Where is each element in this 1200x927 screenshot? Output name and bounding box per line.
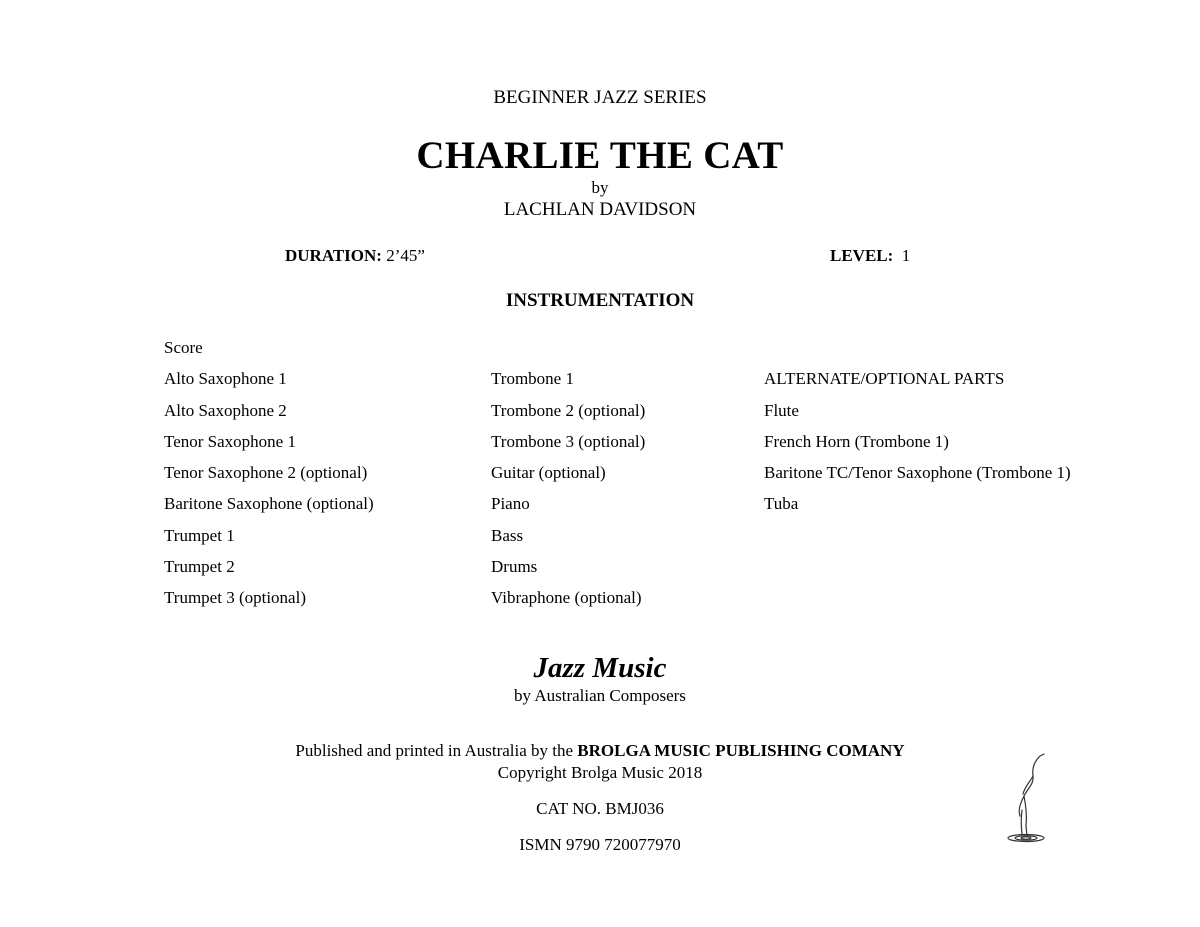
list-item: Trumpet 1 [164,525,235,545]
list-item: Trombone 1 [491,369,574,389]
piece-title: CHARLIE THE CAT [416,134,784,177]
composer-name: LACHLAN DAVIDSON [503,199,697,220]
series-name: BEGINNER JAZZ SERIES [493,87,707,108]
instrument-column-1 [164,337,374,619]
list-item: Trombone 2 (optional) [491,400,646,420]
list-item: Flute [764,400,799,420]
list-item: Drums [491,557,538,577]
publisher-prefix: Published and printed in Australia by the [295,741,574,760]
level [830,246,910,266]
by-label: by [591,178,609,197]
list-item: Bass [491,525,524,545]
list-item: Score [164,338,203,357]
list-item: ALTERNATE/OPTIONAL PARTS [764,369,1005,389]
brand-name: Jazz Music [533,652,667,684]
list-item: Guitar (optional) [491,463,606,483]
list-item: Baritone TC/Tenor Saxophone (Trombone 1) [764,463,1071,483]
brolga-bird-icon [1000,752,1052,852]
catalog-number: CAT NO. BMJ036 [536,799,664,818]
list-item: Tuba [764,494,799,514]
instrument-column-2 [491,368,645,618]
list-item: Baritone Saxophone (optional) [164,494,374,514]
list-item: French Horn (Trombone 1) [764,431,949,451]
instrumentation-heading: INSTRUMENTATION [505,290,695,311]
list-item: Trumpet 3 (optional) [164,588,306,608]
brand-subtitle: by Australian Composers [514,686,686,705]
list-item: Piano [491,494,530,514]
list-item: Alto Saxophone 1 [164,369,287,389]
list-item: Vibraphone (optional) [491,588,642,608]
duration-label: DURATION: [285,246,382,265]
duration-value: 2’45” [386,246,425,265]
list-item: Trombone 3 (optional) [491,431,646,451]
ismn: ISMN 9790 720077970 [519,835,681,854]
list-item: Tenor Saxophone 1 [164,431,296,451]
publisher-company: BROLGA MUSIC PUBLISHING COMANY [577,741,905,760]
copyright: Copyright Brolga Music 2018 [497,763,703,782]
list-item: Tenor Saxophone 2 (optional) [164,463,368,483]
duration [285,246,425,266]
list-item: Trumpet 2 [164,557,235,577]
instrument-column-3 [764,368,1071,524]
list-item: Alto Saxophone 2 [164,400,287,420]
level-value: 1 [901,246,911,265]
level-label: LEVEL: [830,246,894,265]
